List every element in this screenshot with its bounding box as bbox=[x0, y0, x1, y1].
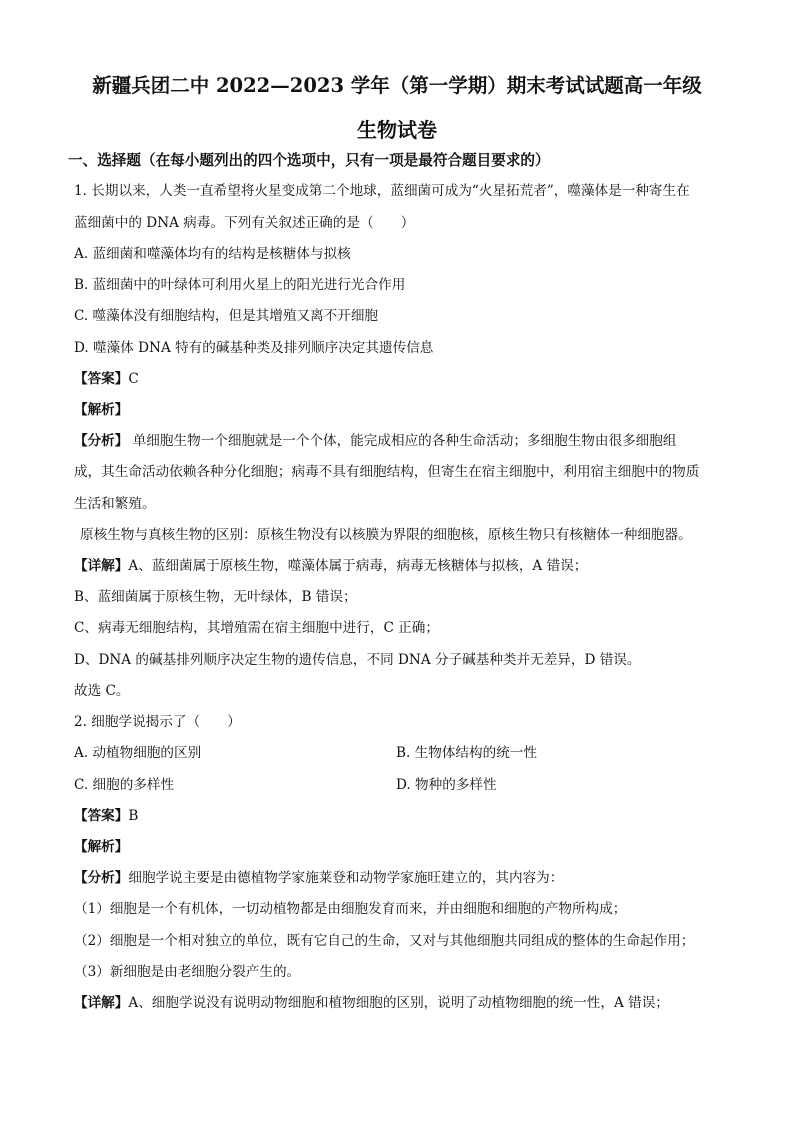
q1-fenxi-tag: 【分析】 bbox=[74, 433, 129, 449]
q1-analysis-tag: 【解析】 bbox=[74, 402, 129, 418]
q2-point1: （1）细胞是一个有机体，一切动植物都是由细胞发育而来，并由细胞和细胞的产物所构成； bbox=[74, 901, 627, 917]
q1-option-a: A. 蓝细菌和噬藻体均有的结构是核糖体与拟核 bbox=[74, 246, 351, 262]
q1-xiangjie-tag: 【详解】 bbox=[74, 558, 129, 574]
q2-xiangjie-a bbox=[74, 994, 669, 1012]
q1-conclusion: 故选 C。 bbox=[74, 683, 130, 699]
section-heading: 一、选择题（在每小题列出的四个选项中，只有一项是最符合题目要求的） bbox=[68, 152, 550, 169]
q1-answer bbox=[74, 370, 139, 388]
q1-option-b: B. 蓝细菌中的叶绿体可利用火星上的阳光进行光合作用 bbox=[74, 277, 406, 293]
q1-fenxi-line2: 成，其生命活动依赖各种分化细胞；病毒不具有细胞结构，但寄生在宿主细胞中，利用宿主细胞中的物质 bbox=[74, 464, 700, 480]
q1-stem-line1: 1. 长期以来，人类一直希望将火星变成第二个地球，蓝细菌可成为“火星拓荒者”，噬藻体是一种寄生在 bbox=[74, 183, 690, 199]
q1-fenxi-line1 bbox=[74, 432, 676, 450]
q2-fenxi-line1 bbox=[74, 869, 563, 887]
q1-fenxi-line4: 原核生物与真核生物的区别：原核生物没有以核膜为界限的细胞核，原核生物只有核糖体一种细胞器。 bbox=[80, 527, 692, 543]
q2-option-b: B. 生物体结构的统一性 bbox=[396, 745, 537, 761]
q1-xiangjie-c: C、病毒无细胞结构，其增殖需在宿主细胞中进行，C 正确； bbox=[74, 620, 439, 636]
q1-xiangjie-d: D、DNA 的碱基排列顺序决定生物的遗传信息，不同 DNA 分子碱基种类并无差异，D 错误。 bbox=[74, 652, 641, 668]
q2-option-c: C. 细胞的多样性 bbox=[74, 777, 175, 793]
q1-option-d: D. 噬藻体 DNA 特有的碱基种类及排列顺序决定其遗传信息 bbox=[74, 340, 434, 356]
q2-xiangjie-a-text: A、细胞学说没有说明动物细胞和植物细胞的区别，说明了动植物细胞的统一性，A 错误； bbox=[128, 995, 669, 1011]
q2-analysis-tag: 【解析】 bbox=[74, 839, 129, 855]
q2-point3: （3）新细胞是由老细胞分裂产生的。 bbox=[74, 964, 301, 980]
q2-answer bbox=[74, 807, 138, 825]
exam-title: 新疆兵团二中 2022—2023 学年（第一学期）期末考试试题高一年级 bbox=[92, 74, 702, 97]
q1-xiangjie-b: B、蓝细菌属于原核生物，无叶绿体，B 错误； bbox=[74, 589, 357, 605]
q2-option-a: A. 动植物细胞的区别 bbox=[74, 745, 202, 761]
q1-fenxi-line3: 生活和繁殖。 bbox=[74, 496, 156, 512]
q2-answer-tag: 【答案】 bbox=[74, 808, 129, 824]
q1-fenxi-text1: 单细胞生物一个细胞就是一个个体，能完成相应的各种生命活动；多细胞生物由很多细胞组 bbox=[128, 433, 677, 449]
q1-answer-value: C bbox=[128, 371, 139, 387]
q2-stem: 2. 细胞学说揭示了（ ） bbox=[74, 714, 241, 730]
q2-fenxi-tag: 【分析】 bbox=[74, 870, 129, 886]
q1-stem-line2: 蓝细菌中的 DNA 病毒。下列有关叙述正确的是（ ） bbox=[74, 215, 415, 231]
q2-option-d: D. 物种的多样性 bbox=[396, 777, 497, 793]
q1-option-c: C. 噬藻体没有细胞结构，但是其增殖又离不开细胞 bbox=[74, 308, 379, 324]
q1-xiangjie-a bbox=[74, 557, 587, 575]
exam-subtitle: 生物试卷 bbox=[357, 118, 437, 142]
q1-xiangjie-a-text: A、蓝细菌属于原核生物，噬藻体属于病毒，病毒无核糖体与拟核，A 错误； bbox=[128, 558, 588, 574]
q2-point2: （2）细胞是一个相对独立的单位，既有它自己的生命，又对与其他细胞共同组成的整体的生命起作用； bbox=[74, 933, 695, 949]
q2-xiangjie-tag: 【详解】 bbox=[74, 995, 129, 1011]
q1-answer-tag: 【答案】 bbox=[74, 371, 129, 387]
q2-answer-value: B bbox=[128, 808, 139, 824]
q2-fenxi-text1: 细胞学说主要是由德植物学家施莱登和动物学家施旺建立的，其内容为： bbox=[128, 870, 564, 886]
